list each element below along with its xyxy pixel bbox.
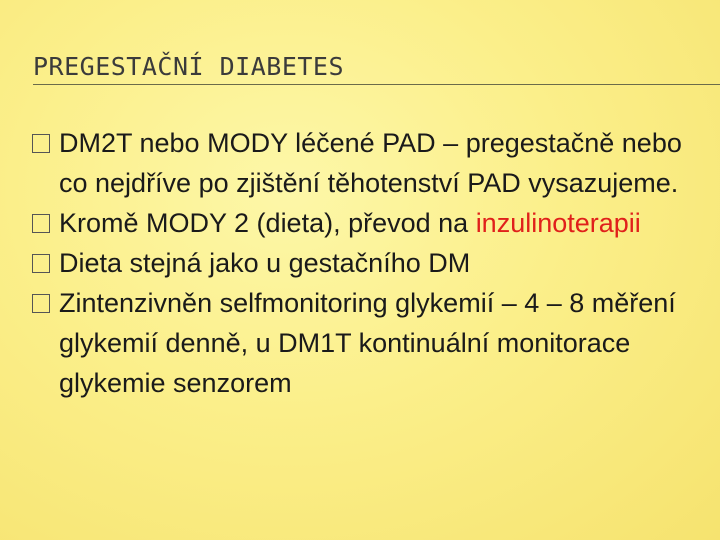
bullet-text: Kromě MODY 2 (dieta), převod na [59, 208, 476, 238]
list-item [32, 203, 702, 243]
square-bullet-icon [32, 294, 50, 313]
bullet-text: DM2T nebo MODY léčené PAD – pregestačně nebo co nejdříve po zjištění těhotenství PAD vysazujeme. [59, 128, 682, 198]
list-item [32, 123, 702, 203]
square-bullet-icon [32, 214, 50, 233]
list-item [32, 243, 702, 283]
bullet-text: Zintenzivněn selfmonitoring glykemií – 4 – 8 měření glykemií denně, u DM1T kontinuální monitorace glykemie senzorem [59, 288, 676, 398]
bullet-list [32, 123, 702, 403]
bullet-text: Dieta stejná jako u gestačního DM [59, 248, 471, 278]
highlighted-term: inzulinoterapii [475, 208, 641, 238]
list-item [32, 283, 702, 403]
slide-title: PREGESTAČNÍ DIABETES [33, 52, 345, 81]
title-underline [33, 84, 720, 85]
square-bullet-icon [32, 134, 50, 153]
square-bullet-icon [32, 254, 50, 273]
